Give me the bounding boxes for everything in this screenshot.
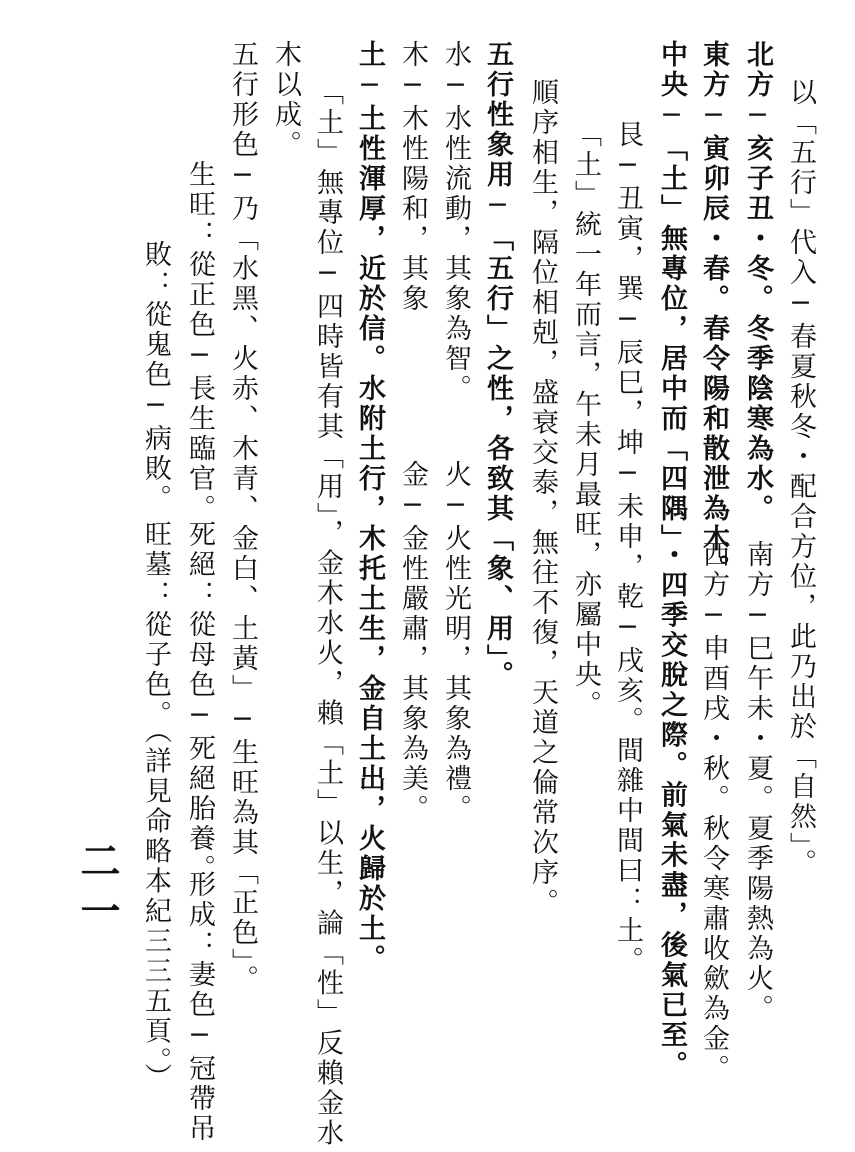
text-line-earth-year: 「土」統一年而言，午未月最旺，亦屬中央。 (570, 120, 601, 720)
text-line-shengwang: 生旺：從正色─長生臨官。 (184, 160, 215, 524)
text-line-wood: 木─木性陽和，其象 (397, 40, 428, 314)
text-line-wood-completion: 木以成。 (270, 40, 301, 160)
text-line-east: 東方─寅卯辰・春。春令陽和散泄為木。 (698, 40, 729, 584)
text-line-earth: 土─土性渾厚，近於信。水附土行，木托土生，金自土出，火歸於土。 (354, 40, 385, 974)
text-line-sijue: 死絕：從母色─死絕胎養。 (184, 520, 215, 884)
text-line-wangmu: 旺墓：從子色。（詳見命略本紀三三五頁。） (140, 520, 171, 1093)
text-line-bai: 敗：從鬼色─病敗。 (140, 240, 171, 514)
section-heading-nature: 五行性象用─「五行」之性，各致其「象、用」。 (482, 40, 513, 691)
text-line-intro: 以「五行」代入─春夏秋冬・配合方位，此乃出於「自然」。 (785, 78, 816, 879)
text-line-center: 中央─「土」無專位，居中而「四隅」・四季交脫之際。前氣未盡，後氣已至。 (656, 40, 687, 1081)
text-line-water: 水─水性流動，其象為智。 (440, 40, 471, 404)
text-line-metal: 金─金性嚴肅，其象為美。 (397, 460, 428, 824)
text-line-earth-nopos: 「土」無專位─四時皆有其「用」，金木水火，賴「土」以生，論「性」反賴金水 (312, 78, 343, 1149)
text-line-order: 順序相生，隔位相剋，盛衰交泰，無往不復，天道之倫常次序。 (527, 78, 558, 918)
text-line-colors: 五行形色─乃「水黑、火赤、木青、金白、土黃」─生旺為其「正色」。 (227, 40, 258, 995)
text-line-south: 南方─巳午未・夏。夏季陽熱為火。 (742, 540, 773, 1024)
text-line-west: 西方─申酉戌・秋。秋令寒肅收歛為金。 (698, 540, 729, 1084)
text-line-north: 北方─亥子丑・冬。冬季陰寒為水。 (742, 40, 773, 524)
page-number: 二一 (74, 840, 121, 940)
text-line-trigrams: 艮─丑寅，巽─辰巳，坤─未申，乾─戌亥。間雜中間曰：土。 (612, 120, 643, 976)
text-line-xingcheng: 形成：妻色─冠帶吊 (184, 870, 215, 1144)
text-line-fire: 火─火性光明，其象為禮。 (440, 460, 471, 824)
